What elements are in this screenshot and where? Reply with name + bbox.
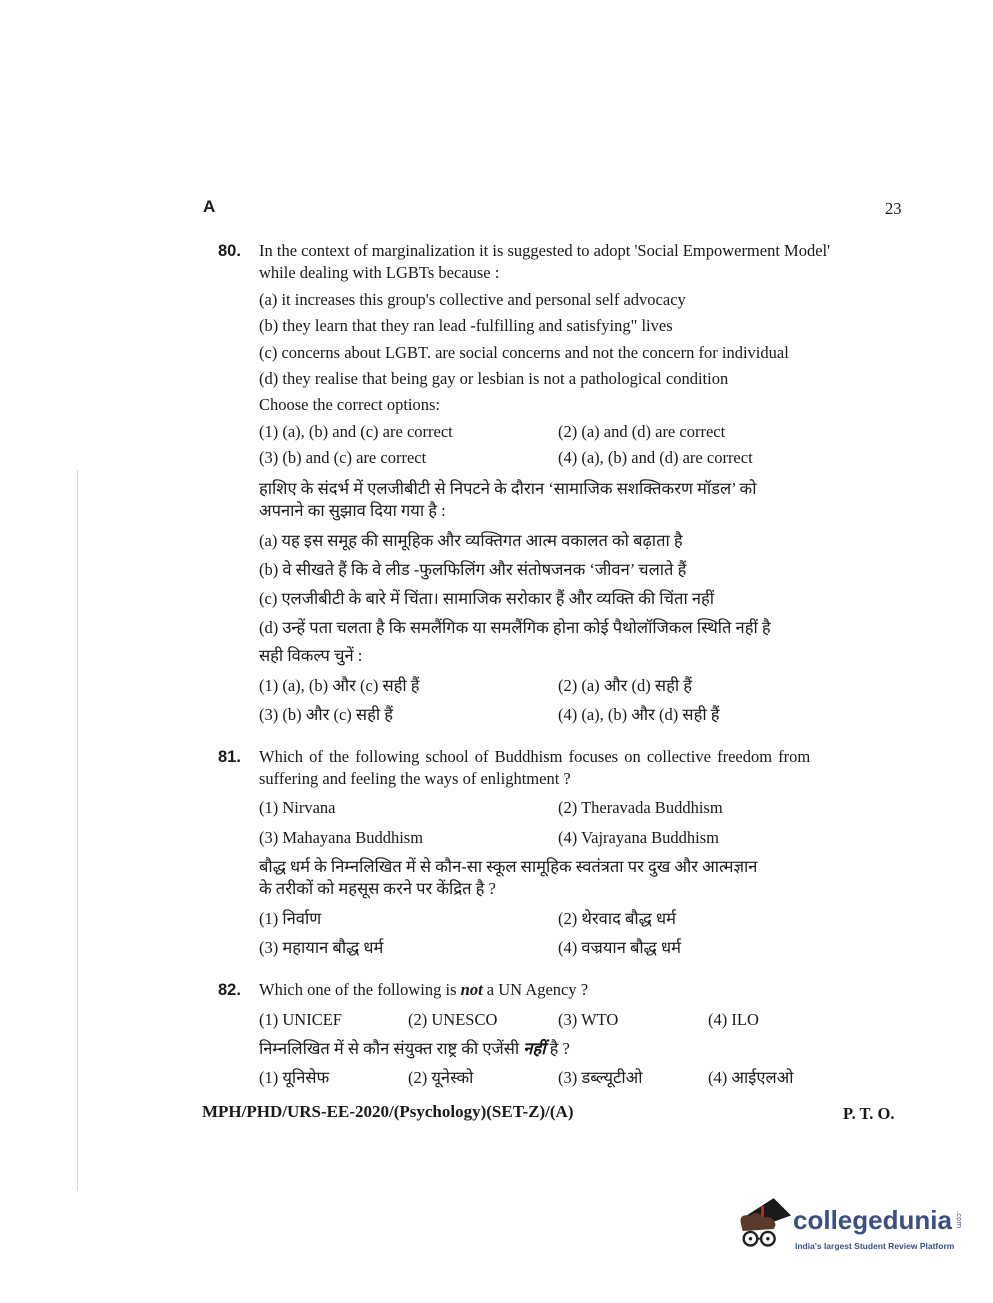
- statement-hindi: (d) उन्हें पता चलता है कि समलैंगिक या समलैंगिक होना कोई पैथोलॉजिकल स्थिति नहीं है: [259, 618, 771, 637]
- page-number: 23: [885, 199, 902, 218]
- option-hindi: (2) (a) और (d) सही हैं: [558, 676, 692, 695]
- option-hindi: (1) यूनिसेफ: [259, 1068, 330, 1087]
- option: (3) WTO: [558, 1010, 619, 1029]
- question-text: suffering and feeling the ways of enlightment ?: [259, 769, 571, 788]
- question-emphasis: not: [460, 980, 483, 999]
- statement-hindi: (a) यह इस समूह की सामूहिक और व्यक्तिगत आत्म वकालत को बढ़ाता है: [259, 531, 683, 550]
- option-hindi: (4) आईएलओ: [708, 1068, 794, 1087]
- option: (3) Mahayana Buddhism: [259, 828, 424, 847]
- question-text-pre: Which one of the following is: [259, 980, 461, 999]
- statement: (b) they learn that they ran lead -fulfilling and satisfying" lives: [259, 316, 673, 335]
- option-hindi: (2) यूनेस्को: [408, 1068, 474, 1087]
- option: (4) Vajrayana Buddhism: [558, 828, 719, 847]
- question-text-hindi: बौद्ध धर्म के निम्नलिखित में से कौन-सा स्कूल सामूहिक स्वतंत्रता पर दुख और आत्मज्ञान: [259, 857, 758, 876]
- instruction-hindi: सही विकल्प चुनें :: [259, 646, 363, 665]
- question-number: 82.: [218, 981, 241, 999]
- question-text: while dealing with LGBTs because :: [259, 263, 500, 282]
- option-hindi: (4) वज्रयान बौद्ध धर्म: [558, 938, 682, 957]
- statement: (c) concerns about LGBT. are social concerns and not the concern for individual: [259, 343, 789, 362]
- question-number: 81.: [218, 748, 241, 766]
- paper-code: MPH/PHD/URS-EE-2020/(Psychology)(SET-Z)/(A): [202, 1102, 574, 1121]
- question-text: In the context of marginalization it is suggested to adopt 'Social Empowerment Model': [259, 241, 831, 260]
- scan-edge-line: [77, 470, 78, 1190]
- option: (1) UNICEF: [259, 1010, 342, 1029]
- option: (4) ILO: [708, 1010, 759, 1029]
- option-hindi: (4) (a), (b) और (d) सही हैं: [558, 705, 720, 724]
- logo-tagline: India's largest Student Review Platform: [795, 1241, 955, 1251]
- statement-hindi: (b) वे सीखते हैं कि वे लीड -फुलफिलिंग और संतोषजनक ‘जीवन’ चलाते हैं: [259, 560, 687, 579]
- logo-com: .com: [954, 1211, 963, 1229]
- question-text-hindi: [259, 1039, 570, 1059]
- option-hindi: (1) (a), (b) और (c) सही हैं: [259, 676, 420, 695]
- statement: (d) they realise that being gay or lesbian is not a pathological condition: [259, 369, 729, 388]
- question-text-hindi: हाशिए के संदर्भ में एलजीबीटी से निपटने के दौरान ‘सामाजिक सशक्तिकरण मॉडल’ को: [259, 479, 757, 498]
- statement: (a) it increases this group's collective and personal self advocacy: [259, 290, 686, 309]
- option: (1) Nirvana: [259, 798, 336, 817]
- collegedunia-logo: [735, 1195, 985, 1265]
- statement-hindi: (c) एलजीबीटी के बारे में चिंता। सामाजिक सरोकार हैं और व्यक्ति की चिंता नहीं: [259, 589, 715, 608]
- option-hindi: (3) डब्ल्यूटीओ: [558, 1068, 643, 1087]
- mascot-icon: [735, 1195, 793, 1265]
- instruction: Choose the correct options:: [259, 395, 441, 414]
- question-number: 80.: [218, 242, 241, 260]
- option-hindi: (2) थेरवाद बौद्ध धर्म: [558, 909, 677, 928]
- option-hindi: (1) निर्वाण: [259, 909, 322, 928]
- question-text-pre: निम्नलिखित में से कौन संयुक्त राष्ट्र की एजेंसी: [259, 1039, 524, 1058]
- option: (3) (b) and (c) are correct: [259, 448, 427, 467]
- pto-label: P. T. O.: [843, 1104, 895, 1123]
- question-text-post: a UN Agency ?: [482, 980, 589, 999]
- option: (4) (a), (b) and (d) are correct: [558, 448, 753, 467]
- option: (2) Theravada Buddhism: [558, 798, 723, 817]
- question-text-hindi: अपनाने का सुझाव दिया गया है :: [259, 501, 446, 520]
- section-label: A: [203, 197, 216, 216]
- option: (2) UNESCO: [408, 1010, 498, 1029]
- option: (1) (a), (b) and (c) are correct: [259, 422, 453, 441]
- question-emphasis: नहीं: [523, 1039, 546, 1058]
- logo-wordmark: [793, 1205, 963, 1235]
- question-text-post: है ?: [545, 1039, 570, 1058]
- option: (2) (a) and (d) are correct: [558, 422, 726, 441]
- question-text: [259, 980, 588, 1000]
- option-hindi: (3) महायान बौद्ध धर्म: [259, 938, 384, 957]
- question-text: Which of the following school of Buddhism focuses on collective freedom from: [259, 747, 811, 766]
- logo-brand: collegedunia: [793, 1205, 952, 1235]
- option-hindi: (3) (b) और (c) सही हैं: [259, 705, 393, 724]
- question-text-hindi: के तरीकों को महसूस करने पर केंद्रित है ?: [259, 879, 496, 898]
